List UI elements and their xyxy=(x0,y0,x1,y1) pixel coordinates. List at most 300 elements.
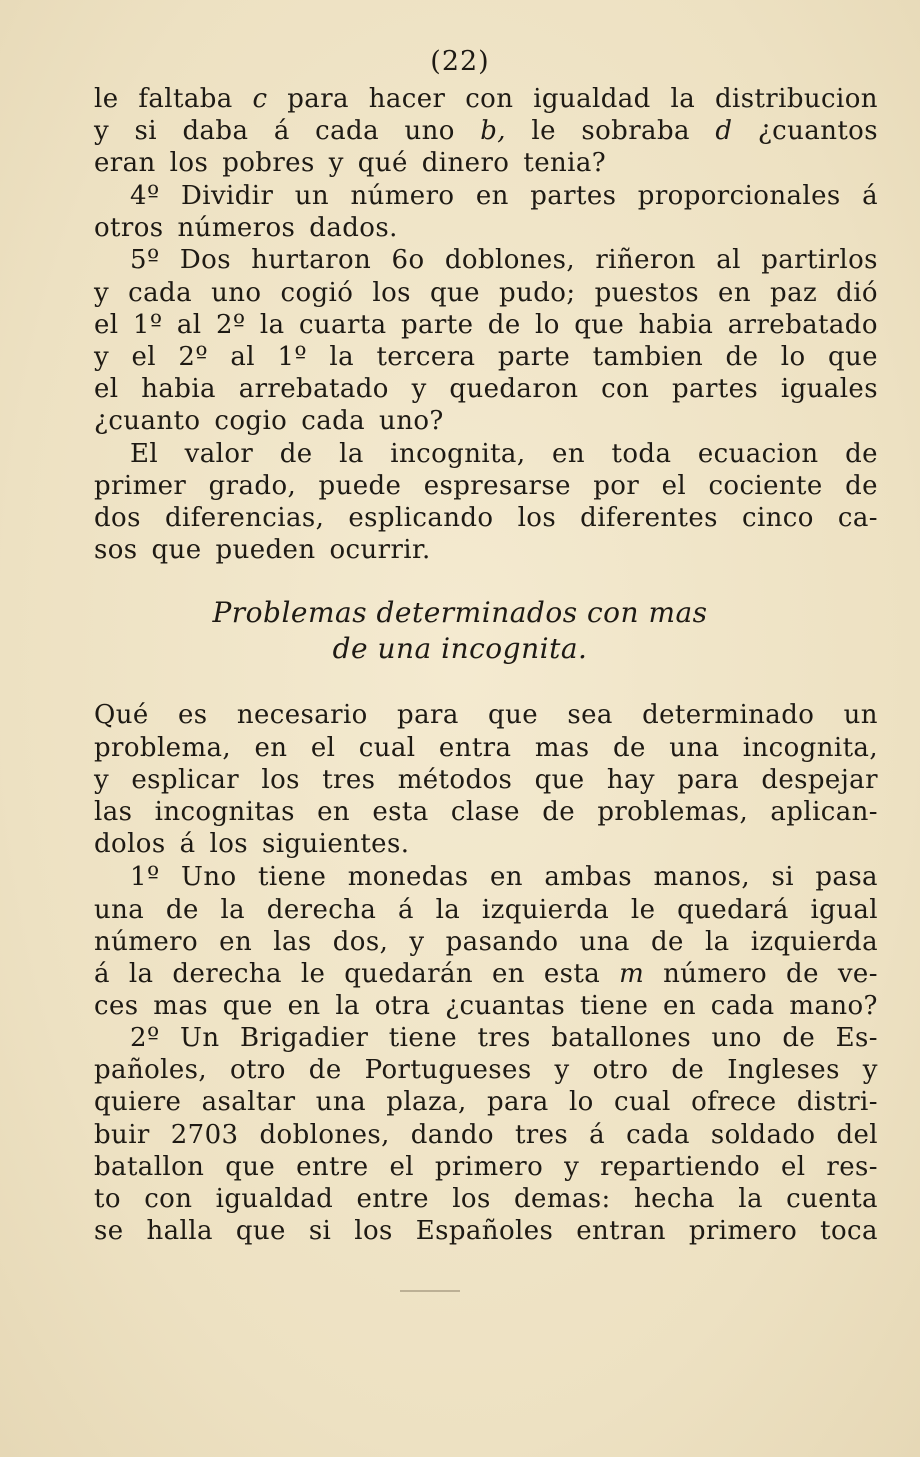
word: y xyxy=(554,1055,570,1085)
word: cociente xyxy=(708,471,823,501)
word: dados. xyxy=(309,213,398,243)
word: dos, xyxy=(332,927,389,957)
word: si xyxy=(771,862,794,892)
word: esta xyxy=(543,959,601,989)
word: que xyxy=(235,1216,286,1246)
word: pudo; xyxy=(499,278,576,308)
word: partes xyxy=(530,181,617,211)
word: número xyxy=(94,927,199,957)
text-line xyxy=(94,211,878,245)
word: para xyxy=(677,765,740,795)
word: la xyxy=(335,991,360,1021)
word: de xyxy=(542,797,576,827)
word: en xyxy=(718,278,751,308)
text-line xyxy=(130,179,878,213)
word: igualdad xyxy=(215,1184,334,1214)
word: cuenta xyxy=(786,1184,878,1214)
word: los xyxy=(169,148,209,178)
word: eran xyxy=(94,148,156,178)
word: á xyxy=(94,959,110,989)
word: al xyxy=(230,342,256,372)
word: cada xyxy=(301,406,366,436)
word: espresarse xyxy=(423,471,571,501)
word: á xyxy=(273,116,290,146)
word: pasando xyxy=(445,927,559,957)
word: se xyxy=(94,1216,124,1246)
word: halla xyxy=(146,1216,213,1246)
word: que xyxy=(488,700,539,730)
text-line xyxy=(94,731,878,765)
word: distri- xyxy=(796,1087,878,1117)
ink-smudge xyxy=(400,1290,460,1292)
word: la xyxy=(259,310,285,340)
word: si xyxy=(308,1216,332,1246)
text-line xyxy=(94,469,878,503)
word: tres xyxy=(514,1120,569,1150)
word: sobraba xyxy=(581,116,690,146)
word: partirlos xyxy=(761,245,878,275)
word: cuarta xyxy=(298,310,387,340)
word: esplicar xyxy=(131,765,240,795)
word: el xyxy=(661,471,687,501)
word: batallones xyxy=(551,1023,692,1053)
word: quedaron xyxy=(449,374,579,404)
word: cada xyxy=(710,991,775,1021)
word: el xyxy=(94,310,119,340)
word: asaltar xyxy=(201,1087,296,1117)
word: que xyxy=(534,765,585,795)
word: to xyxy=(94,1184,121,1214)
text-line xyxy=(94,698,878,732)
word: á xyxy=(397,895,414,925)
word: que xyxy=(222,991,273,1021)
word: tres xyxy=(477,1023,531,1053)
word: 2º xyxy=(130,1023,160,1053)
word: los xyxy=(452,1184,491,1214)
word: métodos xyxy=(397,765,513,795)
word: esta xyxy=(372,797,429,827)
word: diferencias, xyxy=(164,503,325,533)
word: en xyxy=(663,991,696,1021)
section-heading-line-1: Problemas determinados con mas xyxy=(212,596,708,629)
word: 1º xyxy=(132,310,163,340)
page-number: (22) xyxy=(430,46,490,77)
word: y xyxy=(409,927,425,957)
text-line xyxy=(94,308,878,342)
word: dos xyxy=(94,503,141,533)
word: una xyxy=(579,927,630,957)
word: demas: xyxy=(514,1184,611,1214)
word: á xyxy=(179,829,196,859)
word: le xyxy=(94,84,119,114)
word: riñeron xyxy=(595,245,696,275)
word: izquierda xyxy=(481,895,610,925)
word: entran xyxy=(576,1216,666,1246)
word: dinero xyxy=(421,148,510,178)
word: que xyxy=(429,278,480,308)
text-line xyxy=(94,1053,878,1087)
word: primero xyxy=(688,1216,798,1246)
word: por xyxy=(593,471,640,501)
word: y xyxy=(328,148,344,178)
word: plaza, xyxy=(386,1087,467,1117)
word: monedas xyxy=(347,862,469,892)
word: incognitas xyxy=(154,797,295,827)
word: primero xyxy=(434,1152,544,1182)
word: con xyxy=(144,1184,193,1214)
word: hurtaron xyxy=(251,245,372,275)
word: y xyxy=(411,374,427,404)
word: incognita, xyxy=(390,439,526,469)
word: al xyxy=(716,245,741,275)
word: para xyxy=(287,84,349,114)
word: que xyxy=(151,535,202,565)
word: en xyxy=(254,733,288,763)
word: 1º xyxy=(277,342,308,372)
word: el xyxy=(131,342,157,372)
word: b, xyxy=(480,116,506,146)
word: 5º xyxy=(130,245,160,275)
text-line xyxy=(94,146,878,180)
word: las xyxy=(94,797,133,827)
word: lo xyxy=(780,342,806,372)
word: despejar xyxy=(761,765,878,795)
word: con xyxy=(601,374,650,404)
word: mano? xyxy=(789,991,878,1021)
word: y xyxy=(564,1152,580,1182)
word: uno? xyxy=(379,406,444,436)
word: entra xyxy=(438,733,512,763)
word: quedará xyxy=(677,895,789,925)
word: otro xyxy=(230,1055,286,1085)
word: cogió xyxy=(280,278,354,308)
word: distribucion xyxy=(714,84,878,114)
word: un xyxy=(294,181,330,211)
word: el xyxy=(389,1152,414,1182)
word: de xyxy=(279,439,313,469)
text-line xyxy=(94,795,878,829)
word: res- xyxy=(826,1152,878,1182)
word: iguales xyxy=(780,374,878,404)
word: tambien xyxy=(592,342,704,372)
word: problemas, xyxy=(597,797,749,827)
word: Dos xyxy=(179,245,231,275)
word: El xyxy=(130,439,159,469)
word: en xyxy=(287,991,321,1021)
word: cada xyxy=(128,278,192,308)
word: la xyxy=(670,84,696,114)
word: número xyxy=(350,181,455,211)
word: ecuacion xyxy=(697,439,819,469)
word: primer xyxy=(94,471,187,501)
word: siguientes. xyxy=(262,829,410,859)
word: ¿cuantos xyxy=(757,116,878,146)
word: un xyxy=(843,700,878,730)
text-line xyxy=(94,1182,878,1216)
text-line xyxy=(94,957,878,991)
word: le xyxy=(630,895,656,925)
word: tiene xyxy=(388,1023,458,1053)
word: buir xyxy=(94,1120,150,1150)
word: m xyxy=(619,959,645,989)
word: cinco xyxy=(741,503,814,533)
word: y xyxy=(862,1055,878,1085)
word: y xyxy=(94,116,110,146)
word: pobres xyxy=(222,148,315,178)
word: partes xyxy=(672,374,759,404)
word: entre xyxy=(296,1152,369,1182)
word: ve- xyxy=(837,959,878,989)
word: valor xyxy=(184,439,254,469)
text-line xyxy=(130,243,878,277)
word: puestos xyxy=(594,278,699,308)
word: toda xyxy=(611,439,672,469)
text-line xyxy=(94,1118,878,1152)
word: dando xyxy=(410,1120,494,1150)
word: dió xyxy=(836,278,878,308)
word: los xyxy=(354,1216,393,1246)
word: los xyxy=(261,765,300,795)
word: proporcionales xyxy=(637,181,841,211)
word: otros xyxy=(94,213,164,243)
word: arrebatado xyxy=(238,374,389,404)
word: una xyxy=(315,1087,366,1117)
word: repartiendo xyxy=(600,1152,761,1182)
text-line xyxy=(94,340,878,374)
word: de xyxy=(487,310,521,340)
word: el xyxy=(780,1152,806,1182)
word: de xyxy=(671,1055,705,1085)
word: clase xyxy=(450,797,520,827)
word: ces xyxy=(94,991,139,1021)
word: en xyxy=(552,439,585,469)
word: lo xyxy=(568,1087,594,1117)
text-line xyxy=(94,114,878,148)
word: ¿cuanto xyxy=(94,406,201,436)
word: Qué xyxy=(94,700,149,730)
word: habia xyxy=(638,310,714,340)
word: Es- xyxy=(835,1023,878,1053)
text-line xyxy=(94,925,878,959)
word: 2º xyxy=(178,342,208,372)
word: en xyxy=(317,797,351,827)
word: uno xyxy=(211,278,262,308)
word: ambas xyxy=(544,862,632,892)
word: ofrece xyxy=(691,1087,777,1117)
word: números xyxy=(177,213,296,243)
word: batallon xyxy=(94,1152,205,1182)
word: de xyxy=(786,959,819,989)
word: doblones, xyxy=(259,1120,390,1150)
word: quedarán xyxy=(344,959,474,989)
word: los xyxy=(209,829,249,859)
word: derecha xyxy=(172,959,282,989)
word: la xyxy=(220,895,246,925)
text-line xyxy=(94,893,878,927)
word: una xyxy=(669,733,720,763)
word: el xyxy=(310,733,336,763)
word: de xyxy=(782,1023,816,1053)
word: mas xyxy=(534,733,590,763)
word: y xyxy=(94,765,110,795)
word: 4º xyxy=(130,181,160,211)
word: grado, xyxy=(208,471,297,501)
word: los xyxy=(372,278,411,308)
word: hecha xyxy=(634,1184,715,1214)
word: arrebatado xyxy=(727,310,878,340)
word: Portugueses xyxy=(364,1055,532,1085)
word: problema, xyxy=(94,733,232,763)
word: determinado xyxy=(642,700,815,730)
word: sos xyxy=(94,535,138,565)
word: otra xyxy=(374,991,431,1021)
text-line xyxy=(94,372,878,406)
text-line xyxy=(94,404,878,438)
word: habia xyxy=(141,374,216,404)
word: uno xyxy=(711,1023,762,1053)
word: parte xyxy=(497,342,571,372)
word: de xyxy=(612,733,646,763)
word: es xyxy=(177,700,208,730)
word: del xyxy=(836,1120,878,1150)
word: cual xyxy=(614,1087,671,1117)
word: y xyxy=(94,278,110,308)
word: la xyxy=(738,1184,763,1214)
word: la xyxy=(435,895,461,925)
word: quiere xyxy=(94,1087,182,1117)
word: en xyxy=(219,927,253,957)
word: derecha xyxy=(266,895,377,925)
word: pasa xyxy=(815,862,878,892)
word: diferentes xyxy=(580,503,718,533)
word: de xyxy=(845,471,878,501)
word: Un xyxy=(180,1023,220,1053)
word: tiene xyxy=(579,991,649,1021)
word: Españoles xyxy=(415,1216,554,1246)
word: puede xyxy=(318,471,402,501)
word: 6o xyxy=(391,245,425,275)
word: tenia? xyxy=(523,148,607,178)
text-line xyxy=(94,82,878,116)
word: incognita, xyxy=(742,733,878,763)
word: soldado xyxy=(710,1120,816,1150)
word: una xyxy=(94,895,145,925)
text-line xyxy=(130,1021,878,1055)
text-line xyxy=(94,763,878,797)
word: cada xyxy=(315,116,379,146)
word: en xyxy=(489,862,523,892)
word: paz xyxy=(770,278,818,308)
word: le xyxy=(300,959,326,989)
text-line xyxy=(130,860,878,894)
text-line xyxy=(94,1214,878,1248)
word: en xyxy=(475,181,509,211)
word: de xyxy=(650,927,684,957)
text-line xyxy=(94,1150,878,1184)
word: toca xyxy=(820,1216,878,1246)
word: tres xyxy=(322,765,376,795)
word: de xyxy=(308,1055,342,1085)
word: la xyxy=(128,959,154,989)
word: la xyxy=(329,342,355,372)
word: que xyxy=(827,342,878,372)
word: que xyxy=(574,310,625,340)
section-heading-line-2: de una incognita. xyxy=(332,632,588,665)
word: d xyxy=(715,116,733,146)
word: si xyxy=(134,116,158,146)
word: entre xyxy=(356,1184,429,1214)
word: Uno xyxy=(181,862,237,892)
word: lo xyxy=(535,310,560,340)
word: izquierda xyxy=(750,927,878,957)
word: doblones, xyxy=(444,245,576,275)
word: de xyxy=(165,895,199,925)
text-line xyxy=(130,437,878,471)
word: de xyxy=(845,439,878,469)
text-line xyxy=(94,533,878,567)
word: número xyxy=(663,959,768,989)
word: hacer xyxy=(368,84,446,114)
word: esplicando xyxy=(348,503,494,533)
word: la xyxy=(704,927,730,957)
word: cual xyxy=(358,733,416,763)
word: faltaba xyxy=(138,84,233,114)
word: pañoles, xyxy=(94,1055,208,1085)
word: qué xyxy=(357,148,408,178)
word: Brigadier xyxy=(239,1023,369,1053)
word: con xyxy=(465,84,514,114)
word: c xyxy=(252,84,268,114)
word: parte xyxy=(400,310,474,340)
word: uno xyxy=(404,116,455,146)
word: pueden xyxy=(215,535,316,565)
word: 1º xyxy=(130,862,160,892)
word: aplican- xyxy=(770,797,878,827)
word: manos, xyxy=(653,862,750,892)
word: ca- xyxy=(837,503,878,533)
word: los xyxy=(517,503,557,533)
word: ocurrir. xyxy=(329,535,431,565)
word: en xyxy=(492,959,525,989)
word: á xyxy=(589,1120,606,1150)
text-line xyxy=(94,827,878,861)
word: ¿cuantas xyxy=(445,991,566,1021)
word: la xyxy=(339,439,364,469)
word: necesario xyxy=(236,700,368,730)
word: á xyxy=(862,181,878,211)
word: que xyxy=(225,1152,276,1182)
word: al xyxy=(176,310,202,340)
word: 2703 xyxy=(170,1120,239,1150)
word: de xyxy=(725,342,759,372)
word: daba xyxy=(182,116,249,146)
text-line xyxy=(94,989,878,1023)
word: las xyxy=(273,927,312,957)
word: y xyxy=(94,342,110,372)
text-line xyxy=(94,276,878,310)
text-line xyxy=(94,1085,878,1119)
word: cogio xyxy=(214,406,288,436)
word: el xyxy=(94,374,119,404)
text-line xyxy=(94,501,878,535)
word: hay xyxy=(606,765,656,795)
word: cada xyxy=(626,1120,690,1150)
word: otro xyxy=(592,1055,649,1085)
word: Ingleses xyxy=(727,1055,840,1085)
word: para xyxy=(486,1087,549,1117)
word: Dividir xyxy=(180,181,274,211)
word: 2º xyxy=(215,310,246,340)
